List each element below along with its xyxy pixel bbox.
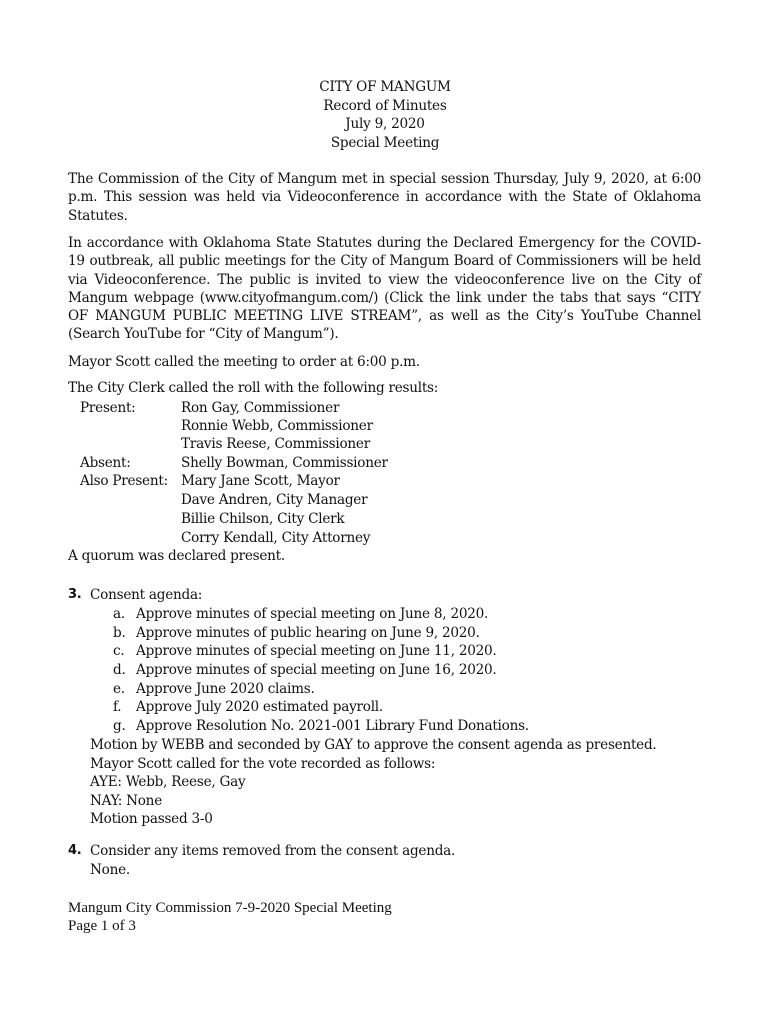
item-title: Consent agenda: [90,587,203,603]
sub-item-text: Approve minutes of special meeting on June 11, 2020. [136,643,497,659]
sub-item-text: Approve minutes of special meeting on June 16, 2020. [136,662,497,678]
page-footer [68,899,392,935]
present-name: Travis Reese, Commissioner [181,436,370,452]
record-title: Record of Minutes [323,97,447,114]
also-present-name: Dave Andren, City Manager [181,492,368,508]
sub-item-letter: g. [113,718,126,734]
meeting-date: July 9, 2020 [345,116,425,133]
document-header [0,78,770,153]
page-number: Page 1 of 3 [68,918,136,934]
nay-votes: NAY: None [90,793,162,809]
call-to-order: Mayor Scott called the meeting to order at 6:00 p.m. [68,354,420,370]
sub-item-letter: d. [113,662,126,678]
present-name: Ronnie Webb, Commissioner [181,418,373,434]
sub-item-letter: b. [113,625,126,641]
quorum-statement: A quorum was declared present. [68,548,285,564]
roll-call-intro: The City Clerk called the roll with the following results: [68,380,439,396]
intro-paragraph: The Commission of the City of Mangum met in special session Thursday, July 9, 2020, at 6:00 p.m. This session was held via Videoconference in accordance with the State of Oklahoma Statutes. [68,171,701,224]
item-title: Consider any items removed from the consent agenda. [90,843,456,859]
item-number: 3. [68,587,82,602]
footer-title: Mangum City Commission 7-9-2020 Special Meeting [68,900,392,916]
item-result: None. [90,862,130,878]
sub-item-text: Approve June 2020 claims. [136,681,315,697]
also-present-label: Also Present: [80,473,168,489]
sub-item-text: Approve July 2020 estimated payroll. [136,699,383,715]
also-present-name: Mary Jane Scott, Mayor [181,473,340,489]
item-number: 4. [68,843,82,858]
city-title: CITY OF MANGUM [319,79,451,95]
sub-item-letter: c. [113,643,125,659]
aye-votes: AYE: Webb, Reese, Gay [90,774,246,790]
sub-item-text: Approve minutes of special meeting on June 8, 2020. [136,606,489,622]
also-present-name: Billie Chilson, City Clerk [181,511,345,527]
vote-call: Mayor Scott called for the vote recorded as follows: [90,756,436,772]
sub-item-letter: f. [113,699,122,715]
present-label: Present: [80,400,136,416]
motion-result: Motion passed 3-0 [90,811,213,827]
covid-paragraph: In accordance with Oklahoma State Statutes during the Declared Emergency for the COVID-19 outbreak, all public meetings for the City of Mangum Board of Commissioners will be held via Videoconference. The public is invited to view the videoconference live on the City of Mangum webpage (www.cityofmangum.com/) (Click the link under the tabs that says “CITY OF MANGUM PUBLIC MEETING LIVE STREAM”, as well as the City’s YouTube Channel (Search YouTube for “City of Mangum”). [68,235,701,343]
sub-item-letter: a. [113,606,125,622]
sub-item-letter: e. [113,681,125,697]
motion-text: Motion by WEBB and seconded by GAY to approve the consent agenda as presented. [90,737,657,753]
sub-item-text: Approve Resolution No. 2021-001 Library Fund Donations. [136,718,529,734]
also-present-name: Corry Kendall, City Attorney [181,530,371,546]
meeting-type: Special Meeting [330,135,440,152]
absent-label: Absent: [80,455,131,471]
absent-name: Shelly Bowman, Commissioner [181,455,388,471]
sub-item-text: Approve minutes of public hearing on June 9, 2020. [136,625,480,641]
present-name: Ron Gay, Commissioner [181,400,340,416]
